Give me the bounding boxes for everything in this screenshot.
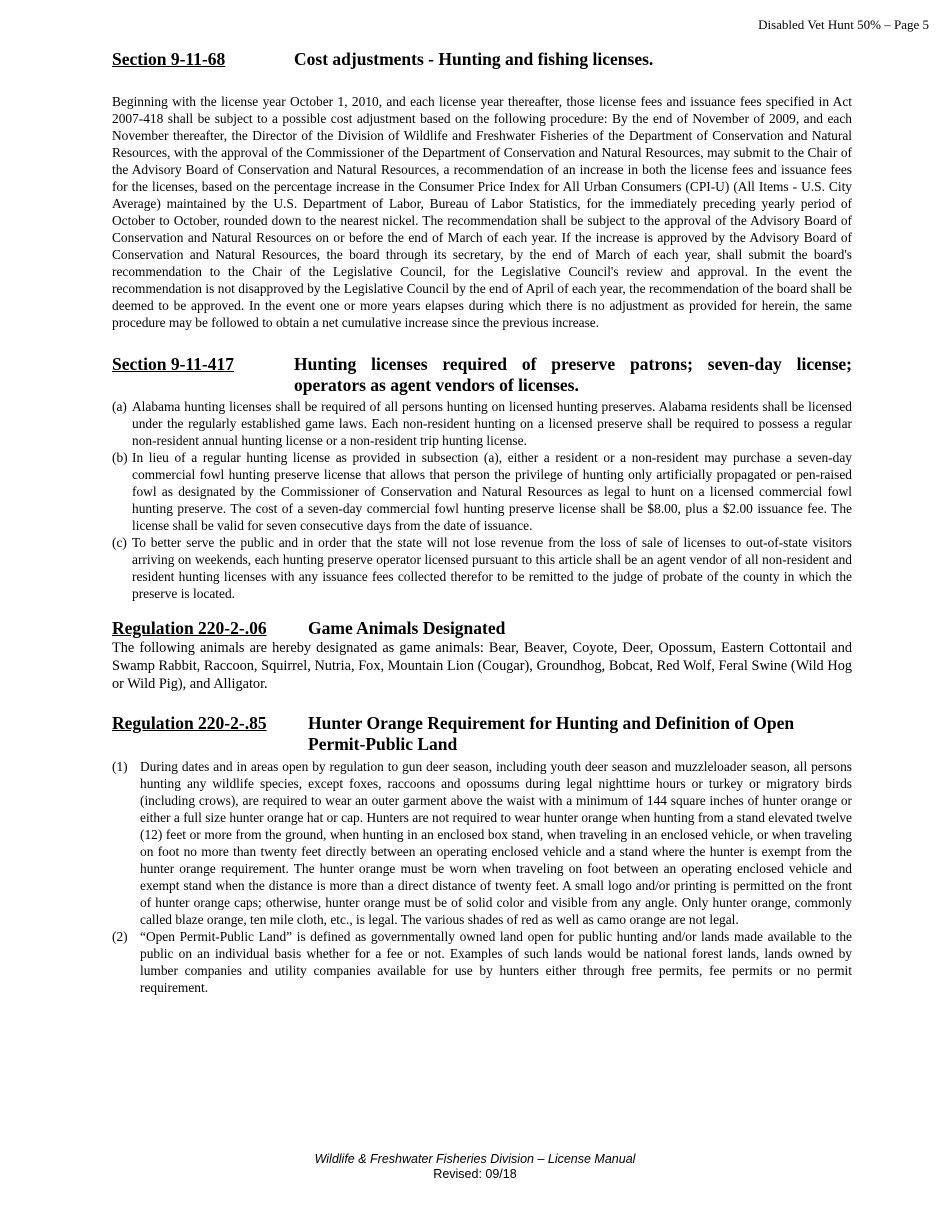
section-title: Game Animals Designated bbox=[308, 618, 506, 638]
list-item bbox=[112, 534, 852, 602]
section-number: Regulation 220-2-.85 bbox=[112, 713, 267, 733]
section-title: Cost adjustments - Hunting and fishing licenses. bbox=[294, 49, 654, 69]
list-marker: (a) bbox=[112, 399, 127, 414]
footer-revised: Revised: 09/18 bbox=[433, 1167, 517, 1181]
section-title: Hunter Orange Requirement for Hunting and Definition of Open Permit-Public Land bbox=[308, 713, 795, 754]
section-number: Section 9-11-417 bbox=[112, 354, 235, 374]
section-heading-220-2-06 bbox=[112, 618, 852, 639]
section-title-line-1: Hunting licenses required of preserve patrons; seven-day license; bbox=[294, 354, 852, 374]
page-footer bbox=[0, 1152, 950, 1182]
list-text: To better serve the public and in order that the state will not lose revenue from the loss of sale of licenses to out-of-state visitors arriving on weekends, each hunting preserve operator licensed pursuant to this article shall be an agent vendor of all non-resident and resident hunting licenses with any issuance fees collected therefor to be remitted to the judge of probate of the county in which the preserve is located. bbox=[132, 535, 852, 601]
list-marker: (b) bbox=[112, 450, 128, 465]
list-text: During dates and in areas open by regulation to gun deer season, including youth deer season and muzzleloader season, all persons hunting any wildlife species, except foxes, raccoons and opossums during legal nighttime hours or turkey or migratory birds (including crows), are required to wear an outer garment above the waist with a minimum of 144 square inches of hunter orange or either a full size hunter orange hat or cap. Hunters are not required to wear hunter orange when hunting from a stand elevated twelve (12) feet or more from the ground, when hunting in an enclosed box stand, when traveling in an enclosed vehicle, or when traveling on foot no more than twenty feet directly between an operating enclosed vehicle and a stand where the hunter is exempt from the hunter orange requirement. The hunter orange must be worn when traveling on foot between an operating enclosed vehicle and exempt stand when the distance is more than a direct distance of twenty feet. A small logo and/or printing is permitted on the front of hunter orange caps; otherwise, hunter orange must be of solid color and visible from any angle. Only hunter orange, commonly called blaze orange, ten mile cloth, etc., is legal. The various shades of red as well as camo orange are not legal. bbox=[140, 759, 852, 927]
list-item bbox=[112, 449, 852, 534]
page-content bbox=[112, 49, 852, 996]
list-item bbox=[112, 758, 852, 928]
section-heading-9-11-68 bbox=[112, 49, 852, 70]
list-marker: (c) bbox=[112, 535, 127, 550]
list-marker: (2) bbox=[112, 929, 128, 944]
list-marker: (1) bbox=[112, 759, 128, 774]
list-text: Alabama hunting licenses shall be required of all persons hunting on licensed hunting preserves. Alabama residents shall be licensed under the regularly established game laws. Each non-resident hunting on a licensed preserve shall be required to possess a regular non-resident annual hunting license or a non-resident trip hunting license. bbox=[132, 399, 852, 448]
list-item bbox=[112, 398, 852, 449]
section-title-line-2: operators as agent vendors of licenses. bbox=[294, 375, 579, 395]
section-title bbox=[294, 354, 852, 396]
section-body: The following animals are hereby designated as game animals: Bear, Beaver, Coyote, Deer, Opossum, Eastern Cottontail and Swamp Rabbit, Raccoon, Squirrel, Nutria, Fox, Mountain Lion (Cougar), Groundhog, Bobcat, Red Wolf, Feral Swine (Wild Hog or Wild Pig), and Alligator. bbox=[112, 640, 852, 692]
list-text: In lieu of a regular hunting license as provided in subsection (a), either a resident or a non-resident may purchase a seven-day commercial fowl hunting preserve license that allows that person the privilege of hunting only artificially propagated or pen-raised fowl as designated by the Commissioner of Conservation and Natural Resources as legal to hunt on a licensed commercial fowl hunting preserve. The cost of a seven-day commercial fowl hunting preserve license shall be $8.00, plus a $2.00 issuance fee. The license shall be valid for seven consecutive days from the date of issuance. bbox=[132, 450, 852, 533]
list-text: “Open Permit-Public Land” is defined as governmentally owned land open for public hunting and/or lands made available to the public on an individual basis whether for a fee or not. Examples of such lands would be national forest lands, lands owned by lumber companies and utility companies available for use by hunters either through free permits, fee permits or no permit requirement. bbox=[140, 929, 852, 995]
section-number: Regulation 220-2-.06 bbox=[112, 618, 267, 638]
section-heading-9-11-417 bbox=[112, 354, 852, 396]
running-header: Disabled Vet Hunt 50% – Page 5 bbox=[758, 17, 929, 32]
list-item bbox=[112, 928, 852, 996]
section-body: Beginning with the license year October 1, 2010, and each license year thereafter, those license fees and issuance fees specified in Act 2007-418 shall be subject to a possible cost adjustment based on the following procedure: By the end of November of 2009, and each November thereafter, the Director of the Division of Wildlife and Freshwater Fisheries of the Department of Conservation and Natural Resources, with the approval of the Commissioner of the Department of Conservation and Natural Resources, may submit to the Chair of the Advisory Board of Conservation and Natural Resources, a recommendation of an increase in both the license fees and issuance fees for the licenses, based on the percentage increase in the Consumer Price Index for All Urban Consumers (CPI-U) (All Items - U.S. City Average) maintained by the U.S. Department of Labor, Bureau of Labor Statistics, for the immediately preceding yearly period of October to October, rounded down to the nearest nickel. The recommendation shall be subject to the approval of the Advisory Board of Conservation and Natural Resources on or before the end of March of each year. If the increase is approved by the Advisory Board of Conservation and Natural Resources, the board through its secretary, by the end of March of each year, shall submit the board's recommendation to the Chair of the Legislative Council, for the Legislative Council's review and approval. In the event the recommendation is not disapproved by the Legislative Council by the end of April of each year, the recommendation of the board shall be deemed to be approved. In the event one or more years elapses during which there is no adjustment as provided for herein, the same procedure may be followed to obtain a net cumulative increase since the previous increase. bbox=[112, 94, 852, 330]
section-number: Section 9-11-68 bbox=[112, 49, 226, 69]
footer-title: Wildlife & Freshwater Fisheries Division – License Manual bbox=[314, 1152, 636, 1166]
section-heading-220-2-85 bbox=[112, 713, 852, 755]
